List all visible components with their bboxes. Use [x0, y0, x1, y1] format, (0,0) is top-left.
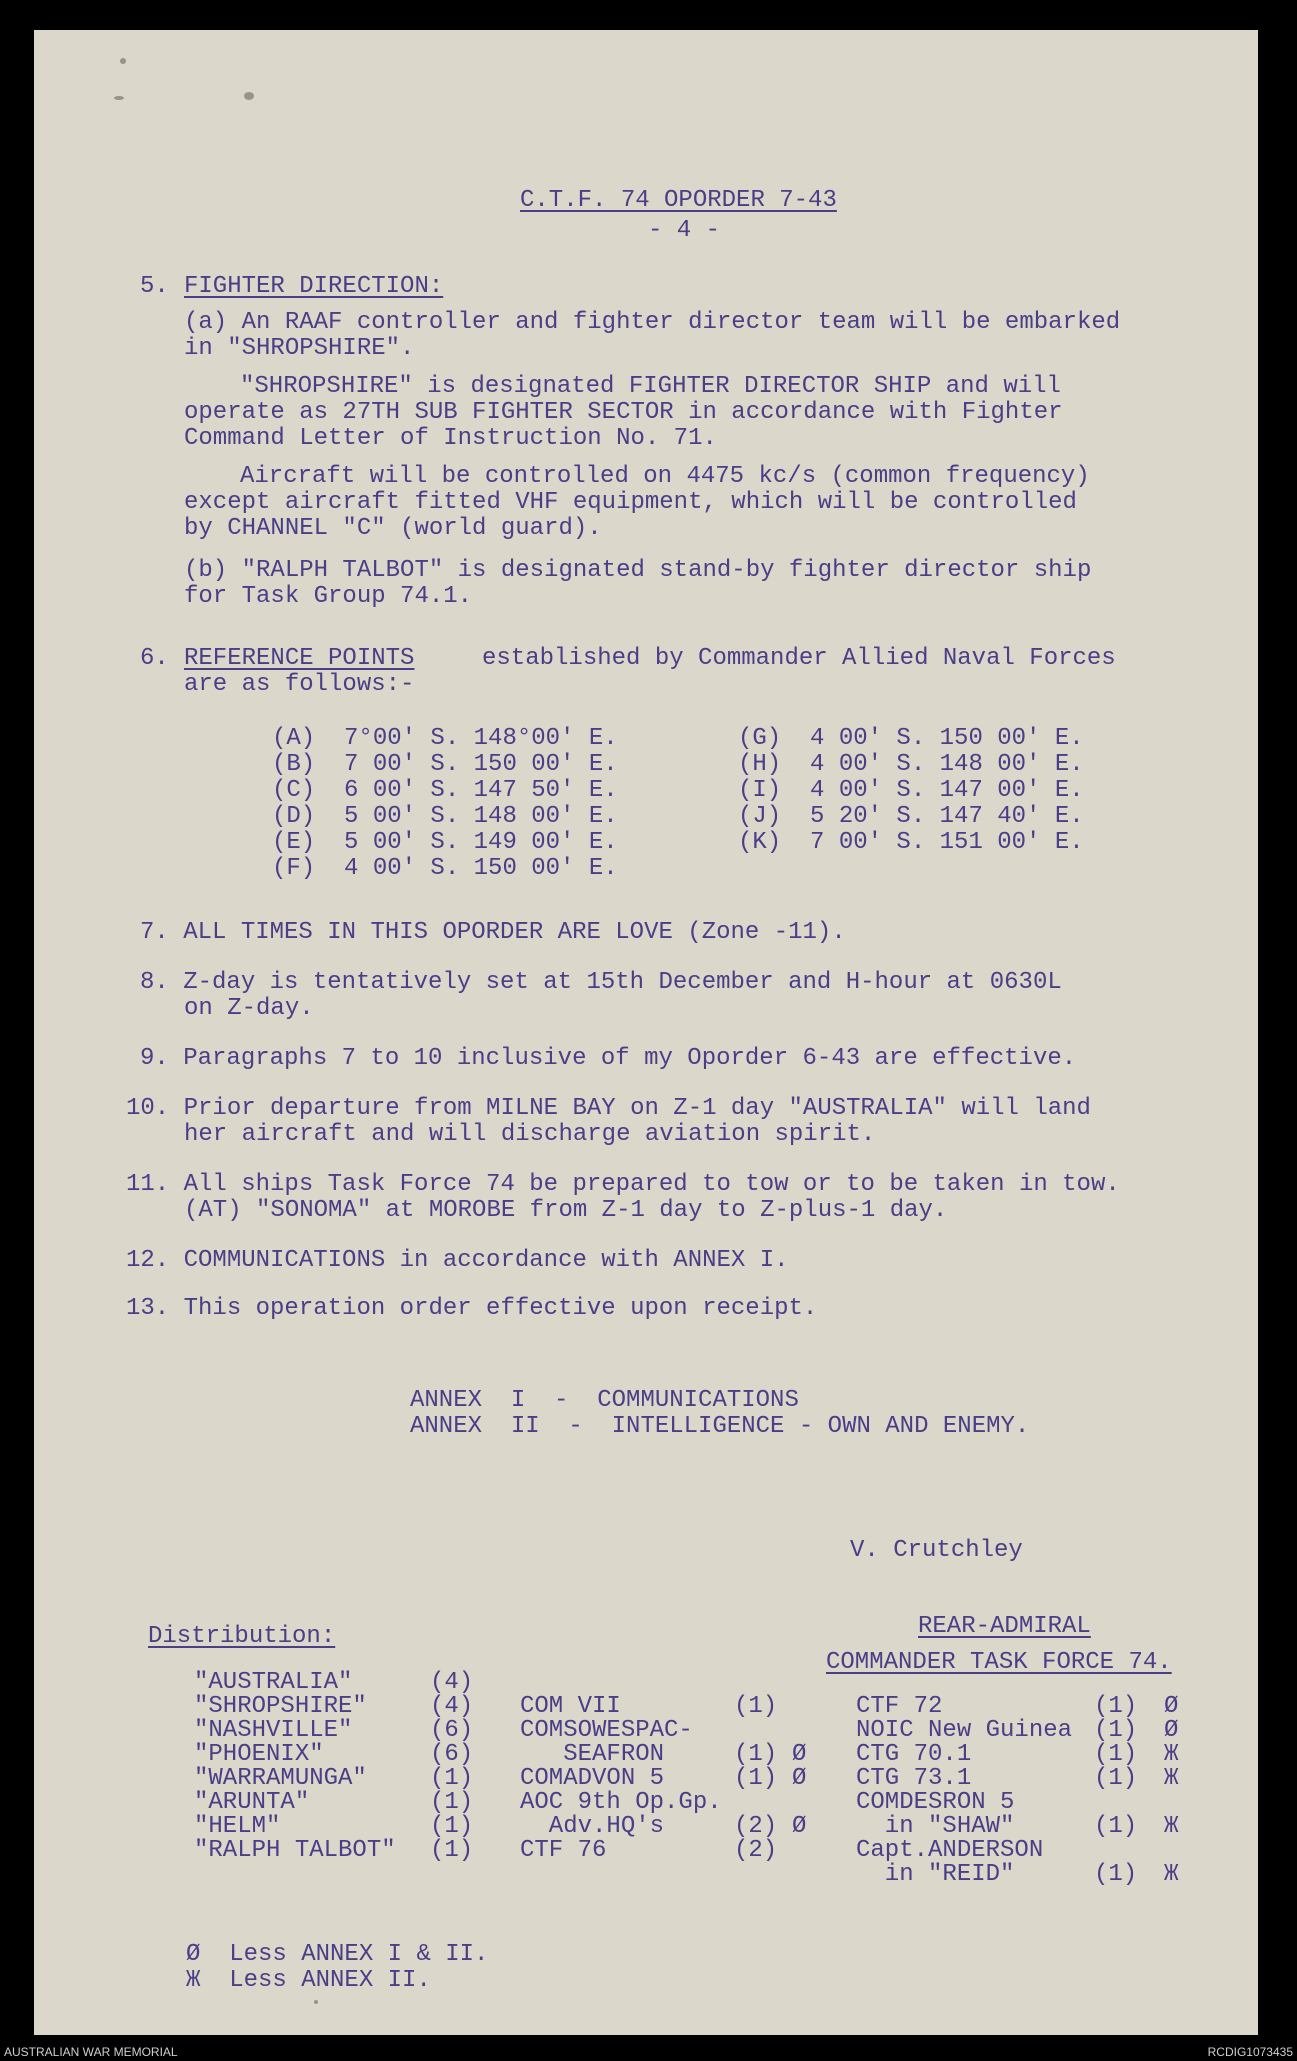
order-title: C.T.F. 74 OPORDER 7-43 — [520, 187, 837, 214]
footnote: Ø Less ANNEX I & II. — [186, 1941, 489, 1968]
annex-line: ANNEX II - INTELLIGENCE - OWN AND ENEMY. — [410, 1413, 1030, 1440]
reference-point: (G) 4 00' S. 150 00' E. — [738, 725, 1084, 752]
dist-name: NOIC New Guinea — [856, 1717, 1073, 1744]
dist-name: "ARUNTA" — [194, 1789, 310, 1816]
dist-name: CTG 70.1 — [856, 1741, 972, 1768]
dist-name: CTF 76 — [520, 1837, 607, 1864]
ink-dot — [314, 2000, 318, 2004]
dist-count: (1) — [734, 1693, 778, 1720]
reference-point: (D) 5 00' S. 148 00' E. — [272, 803, 618, 830]
reference-point: (B) 7 00' S. 150 00' E. — [272, 751, 618, 778]
dist-name: Capt.ANDERSON — [856, 1837, 1044, 1864]
dist-mark: Ø — [1164, 1693, 1179, 1720]
dist-count: (6) — [430, 1741, 474, 1768]
dist-count: (1) — [734, 1765, 778, 1792]
paragraph-10: her aircraft and will discharge aviation spirit. — [184, 1121, 876, 1148]
dist-mark: Ж — [1164, 1741, 1179, 1768]
dist-mark: Ø — [1164, 1717, 1179, 1744]
paragraph-11: (AT) "SONOMA" at MOROBE from Z-1 day to Z-plus-1 day. — [184, 1197, 948, 1224]
paragraph-13: 13. This operation order effective upon receipt. — [126, 1295, 818, 1322]
dist-name: "RALPH TALBOT" — [194, 1837, 396, 1864]
dist-name: "AUSTRALIA" — [194, 1669, 353, 1696]
dist-name: CTF 72 — [856, 1693, 943, 1720]
footnote: Ж Less ANNEX II. — [186, 1967, 431, 1994]
archive-reference: RCDIG1073435 — [1207, 2045, 1293, 2059]
reference-point: (E) 5 00' S. 149 00' E. — [272, 829, 618, 856]
paragraph-11: 11. All ships Task Force 74 be prepared to tow or to be taken in tow. — [126, 1171, 1120, 1198]
reference-point: (H) 4 00' S. 148 00' E. — [738, 751, 1084, 778]
paragraph-9: 9. Paragraphs 7 to 10 inclusive of my Oporder 6-43 are effective. — [140, 1045, 1077, 1072]
sec5-text: (a) An RAAF controller and fighter director team will be embarked — [184, 309, 1121, 336]
dist-name: Adv.HQ's — [520, 1813, 665, 1840]
dist-mark: Ø — [792, 1741, 807, 1768]
signature-rank: REAR-ADMIRAL — [918, 1613, 1091, 1640]
dist-mark: Ж — [1164, 1813, 1179, 1840]
dist-count: (1) — [1094, 1813, 1138, 1840]
sec6-number: 6. — [140, 645, 169, 672]
annex-line: ANNEX I - COMMUNICATIONS — [410, 1387, 799, 1414]
dist-count: (1) — [1094, 1861, 1138, 1888]
reference-point: (J) 5 20' S. 147 40' E. — [738, 803, 1084, 830]
paragraph-12: 12. COMMUNICATIONS in accordance with ANNEX I. — [126, 1247, 789, 1274]
pin-mark — [120, 58, 126, 64]
dist-count: (1) — [430, 1837, 474, 1864]
signature-title: COMMANDER TASK FORCE 74. — [826, 1649, 1172, 1676]
sec5-text: (b) "RALPH TALBOT" is designated stand-by fighter director ship — [184, 557, 1092, 584]
sec6-text: are as follows:- — [184, 671, 415, 698]
page-number: - 4 - — [648, 217, 721, 244]
dist-count: (2) — [734, 1837, 778, 1864]
reference-point: (A) 7°00' S. 148°00' E. — [272, 725, 618, 752]
pin-mark — [114, 96, 124, 100]
dist-name: COMADVON 5 — [520, 1765, 665, 1792]
dist-mark: Ж — [1164, 1765, 1179, 1792]
reference-point: (I) 4 00' S. 147 00' E. — [738, 777, 1084, 804]
dist-count: (1) — [1094, 1765, 1138, 1792]
dist-name: "NASHVILLE" — [194, 1717, 353, 1744]
pin-mark — [244, 92, 254, 100]
paragraph-8: on Z-day. — [184, 995, 314, 1022]
paragraph-8: 8. Z-day is tentatively set at 15th December and H-hour at 0630L — [140, 969, 1062, 996]
distribution-heading: Distribution: — [148, 1623, 336, 1650]
dist-count: (1) — [1094, 1741, 1138, 1768]
dist-name: COM VII — [520, 1693, 621, 1720]
dist-count: (4) — [430, 1669, 474, 1696]
signature-name: V. Crutchley — [850, 1537, 1023, 1564]
dist-count: (4) — [430, 1693, 474, 1720]
dist-name: "WARRAMUNGA" — [194, 1765, 367, 1792]
dist-mark: Ж — [1164, 1861, 1179, 1888]
dist-count: (2) — [734, 1813, 778, 1840]
reference-point: (K) 7 00' S. 151 00' E. — [738, 829, 1084, 856]
sec6-heading: REFERENCE POINTS — [184, 645, 415, 672]
dist-mark: Ø — [792, 1813, 807, 1840]
dist-count: (6) — [430, 1717, 474, 1744]
sec5-text: Command Letter of Instruction No. 71. — [184, 425, 717, 452]
dist-count: (1) — [430, 1765, 474, 1792]
sec5-text: Aircraft will be controlled on 4475 kc/s (common frequency) — [240, 463, 1090, 490]
dist-name: AOC 9th Op.Gp. — [520, 1789, 722, 1816]
reference-point: (C) 6 00' S. 147 50' E. — [272, 777, 618, 804]
sec5-text: for Task Group 74.1. — [184, 583, 473, 610]
sec6-text: established by Commander Allied Naval Forces — [482, 645, 1116, 672]
sec5-text: except aircraft fitted VHF equipment, which will be controlled — [184, 489, 1077, 516]
dist-name: COMDESRON 5 — [856, 1789, 1015, 1816]
dist-mark: Ø — [792, 1765, 807, 1792]
sec5-text: "SHROPSHIRE" is designated FIGHTER DIRECTOR SHIP and will — [240, 373, 1061, 400]
dist-name: COMSOWESPAC- — [520, 1717, 693, 1744]
archive-credit: AUSTRALIAN WAR MEMORIAL — [4, 2045, 178, 2059]
dist-name: "SHROPSHIRE" — [194, 1693, 367, 1720]
paragraph-7: 7. ALL TIMES IN THIS OPORDER ARE LOVE (Zone -11). — [140, 919, 846, 946]
reference-point: (F) 4 00' S. 150 00' E. — [272, 855, 618, 882]
sec5-text: operate as 27TH SUB FIGHTER SECTOR in accordance with Fighter — [184, 399, 1063, 426]
sec5-text: by CHANNEL "C" (world guard). — [184, 515, 602, 542]
dist-name: "HELM" — [194, 1813, 281, 1840]
dist-name: in "SHAW" — [856, 1813, 1015, 1840]
document-page — [34, 30, 1258, 2035]
dist-count: (1) — [430, 1813, 474, 1840]
sec5-heading: FIGHTER DIRECTION: — [184, 273, 444, 300]
dist-count: (1) — [430, 1789, 474, 1816]
paragraph-10: 10. Prior departure from MILNE BAY on Z-1 day "AUSTRALIA" will land — [126, 1095, 1091, 1122]
dist-name: CTG 73.1 — [856, 1765, 972, 1792]
sec5-number: 5. — [140, 273, 169, 300]
dist-name: "PHOENIX" — [194, 1741, 324, 1768]
dist-count: (1) — [734, 1741, 778, 1768]
dist-name: in "REID" — [856, 1861, 1015, 1888]
dist-count: (1) — [1094, 1693, 1138, 1720]
dist-name: SEAFRON — [520, 1741, 665, 1768]
sec5-text: in "SHROPSHIRE". — [184, 335, 415, 362]
dist-count: (1) — [1094, 1717, 1138, 1744]
